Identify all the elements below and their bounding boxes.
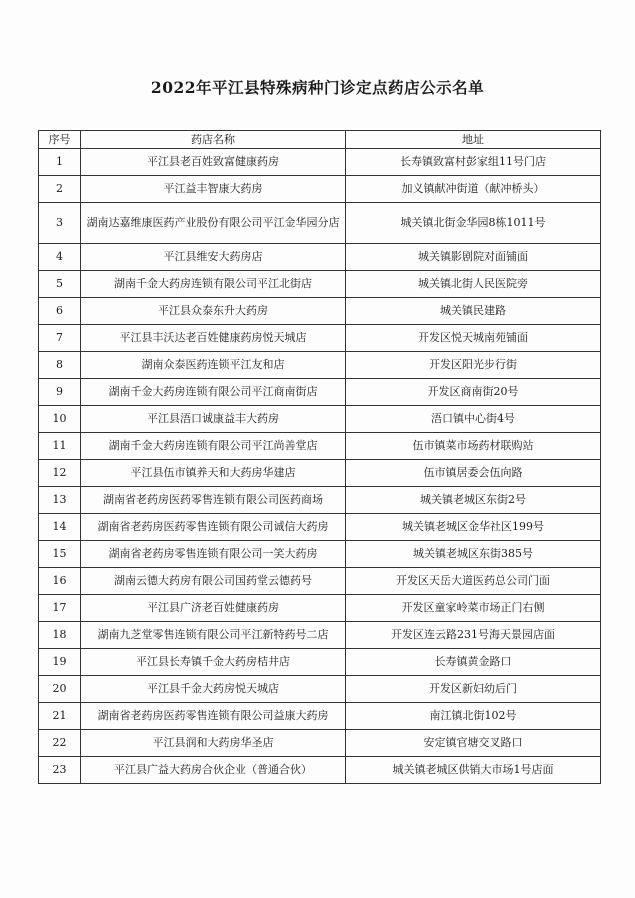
cell-pharmacy-name: 平江县浯口诚康益丰大药房: [81, 406, 346, 433]
cell-pharmacy-name: 湖南千金大药房连锁有限公司平江商南街店: [81, 379, 346, 406]
cell-serial-number: 5: [39, 271, 81, 298]
cell-pharmacy-name: 湖南省老药房零售连锁有限公司一笑大药房: [81, 541, 346, 568]
cell-serial-number: 21: [39, 703, 81, 730]
cell-pharmacy-name: 平江县丰沃达老百姓健康药房悦天城店: [81, 325, 346, 352]
cell-pharmacy-name: 湖南九芝堂零售连锁有限公司平江新特药号二店: [81, 622, 346, 649]
cell-pharmacy-name: 湖南千金大药房连锁有限公司平江北街店: [81, 271, 346, 298]
table-row: [39, 460, 601, 487]
cell-address: 南江镇北街102号: [346, 703, 601, 730]
cell-address: 长寿镇黄金路口: [346, 649, 601, 676]
cell-serial-number: 6: [39, 298, 81, 325]
cell-pharmacy-name: 平江县千金大药房悦天城店: [81, 676, 346, 703]
cell-pharmacy-name: 平江益丰智康大药房: [81, 176, 346, 203]
table-row: [39, 203, 601, 244]
cell-address: 开发区天岳大道医药总公司门面: [346, 568, 601, 595]
cell-address: 城关镇老城区供销大市场1号店面: [346, 757, 601, 784]
cell-serial-number: 10: [39, 406, 81, 433]
cell-pharmacy-name: 湖南省老药房医药零售连锁有限公司医药商场: [81, 487, 346, 514]
table-row: [39, 244, 601, 271]
cell-serial-number: 4: [39, 244, 81, 271]
table-row: [39, 622, 601, 649]
header-serial-number: 序号: [39, 131, 81, 149]
cell-pharmacy-name: 湖南众泰医药连锁平江友和店: [81, 352, 346, 379]
cell-address: 开发区连云路231号海天景园店面: [346, 622, 601, 649]
cell-pharmacy-name: 平江县维安大药房店: [81, 244, 346, 271]
table-row: [39, 514, 601, 541]
cell-serial-number: 13: [39, 487, 81, 514]
cell-serial-number: 18: [39, 622, 81, 649]
cell-serial-number: 22: [39, 730, 81, 757]
cell-pharmacy-name: 平江县老百姓致富健康药房: [81, 149, 346, 176]
cell-serial-number: 23: [39, 757, 81, 784]
cell-serial-number: 7: [39, 325, 81, 352]
table-row: [39, 730, 601, 757]
cell-pharmacy-name: 平江县润和大药房华圣店: [81, 730, 346, 757]
table-row: [39, 149, 601, 176]
pharmacy-table: [38, 130, 601, 784]
table-row: [39, 433, 601, 460]
cell-serial-number: 2: [39, 176, 81, 203]
cell-serial-number: 8: [39, 352, 81, 379]
table-row: [39, 757, 601, 784]
table-row: [39, 649, 601, 676]
cell-serial-number: 1: [39, 149, 81, 176]
table-row: [39, 568, 601, 595]
cell-address: 安定镇官塘交叉路口: [346, 730, 601, 757]
cell-address: 开发区童家岭菜市场正门右侧: [346, 595, 601, 622]
table-row: [39, 271, 601, 298]
cell-address: 城关镇影剧院对面铺面: [346, 244, 601, 271]
cell-pharmacy-name: 平江县伍市镇养天和大药房华建店: [81, 460, 346, 487]
table-row: [39, 703, 601, 730]
table-header-row: [39, 131, 601, 149]
cell-address: 城关镇老城区东街2号: [346, 487, 601, 514]
cell-address: 伍市镇居委会伍向路: [346, 460, 601, 487]
table-row: [39, 176, 601, 203]
cell-address: 长寿镇致富村彭家组11号门店: [346, 149, 601, 176]
cell-pharmacy-name: 湖南千金大药房连锁有限公司平江尚善堂店: [81, 433, 346, 460]
header-pharmacy-name: 药店名称: [81, 131, 346, 149]
cell-pharmacy-name: 平江县广益大药房合伙企业（普通合伙）: [81, 757, 346, 784]
table-row: [39, 379, 601, 406]
cell-serial-number: 11: [39, 433, 81, 460]
cell-serial-number: 20: [39, 676, 81, 703]
cell-serial-number: 19: [39, 649, 81, 676]
table-row: [39, 406, 601, 433]
table-row: [39, 541, 601, 568]
table-row: [39, 595, 601, 622]
cell-serial-number: 12: [39, 460, 81, 487]
cell-serial-number: 15: [39, 541, 81, 568]
cell-address: 开发区商南街20号: [346, 379, 601, 406]
cell-pharmacy-name: 湖南省老药房医药零售连锁有限公司益康大药房: [81, 703, 346, 730]
page-title: 2022年平江县特殊病种门诊定点药店公示名单: [150, 78, 485, 97]
cell-address: 城关镇北街金华园8栋1011号: [346, 203, 601, 244]
cell-pharmacy-name: 湖南云德大药房有限公司国药堂云德药号: [81, 568, 346, 595]
cell-pharmacy-name: 湖南省老药房医药零售连锁有限公司诚信大药房: [81, 514, 346, 541]
table-row: [39, 325, 601, 352]
cell-address: 城关镇老城区金华社区199号: [346, 514, 601, 541]
table-row: [39, 352, 601, 379]
cell-address: 开发区悦天城南苑铺面: [346, 325, 601, 352]
cell-serial-number: 17: [39, 595, 81, 622]
cell-serial-number: 9: [39, 379, 81, 406]
cell-pharmacy-name: 湖南达嘉维康医药产业股份有限公司平江金华园分店: [81, 203, 346, 244]
cell-pharmacy-name: 平江县众泰东升大药房: [81, 298, 346, 325]
cell-pharmacy-name: 平江县长寿镇千金大药房桔井店: [81, 649, 346, 676]
cell-serial-number: 14: [39, 514, 81, 541]
cell-address: 城关镇北街人民医院旁: [346, 271, 601, 298]
table-row: [39, 676, 601, 703]
table-row: [39, 298, 601, 325]
cell-address: 城关镇老城区东街385号: [346, 541, 601, 568]
cell-pharmacy-name: 平江县广济老百姓健康药房: [81, 595, 346, 622]
cell-address: 开发区新妇幼后门: [346, 676, 601, 703]
cell-serial-number: 3: [39, 203, 81, 244]
cell-address: 加义镇献冲街道（献冲桥头）: [346, 176, 601, 203]
header-address: 地址: [346, 131, 601, 149]
cell-serial-number: 16: [39, 568, 81, 595]
cell-address: 开发区阳光步行街: [346, 352, 601, 379]
cell-address: 城关镇民建路: [346, 298, 601, 325]
table-row: [39, 487, 601, 514]
cell-address: 伍市镇菜市场药材联购站: [346, 433, 601, 460]
cell-address: 浯口镇中心街4号: [346, 406, 601, 433]
